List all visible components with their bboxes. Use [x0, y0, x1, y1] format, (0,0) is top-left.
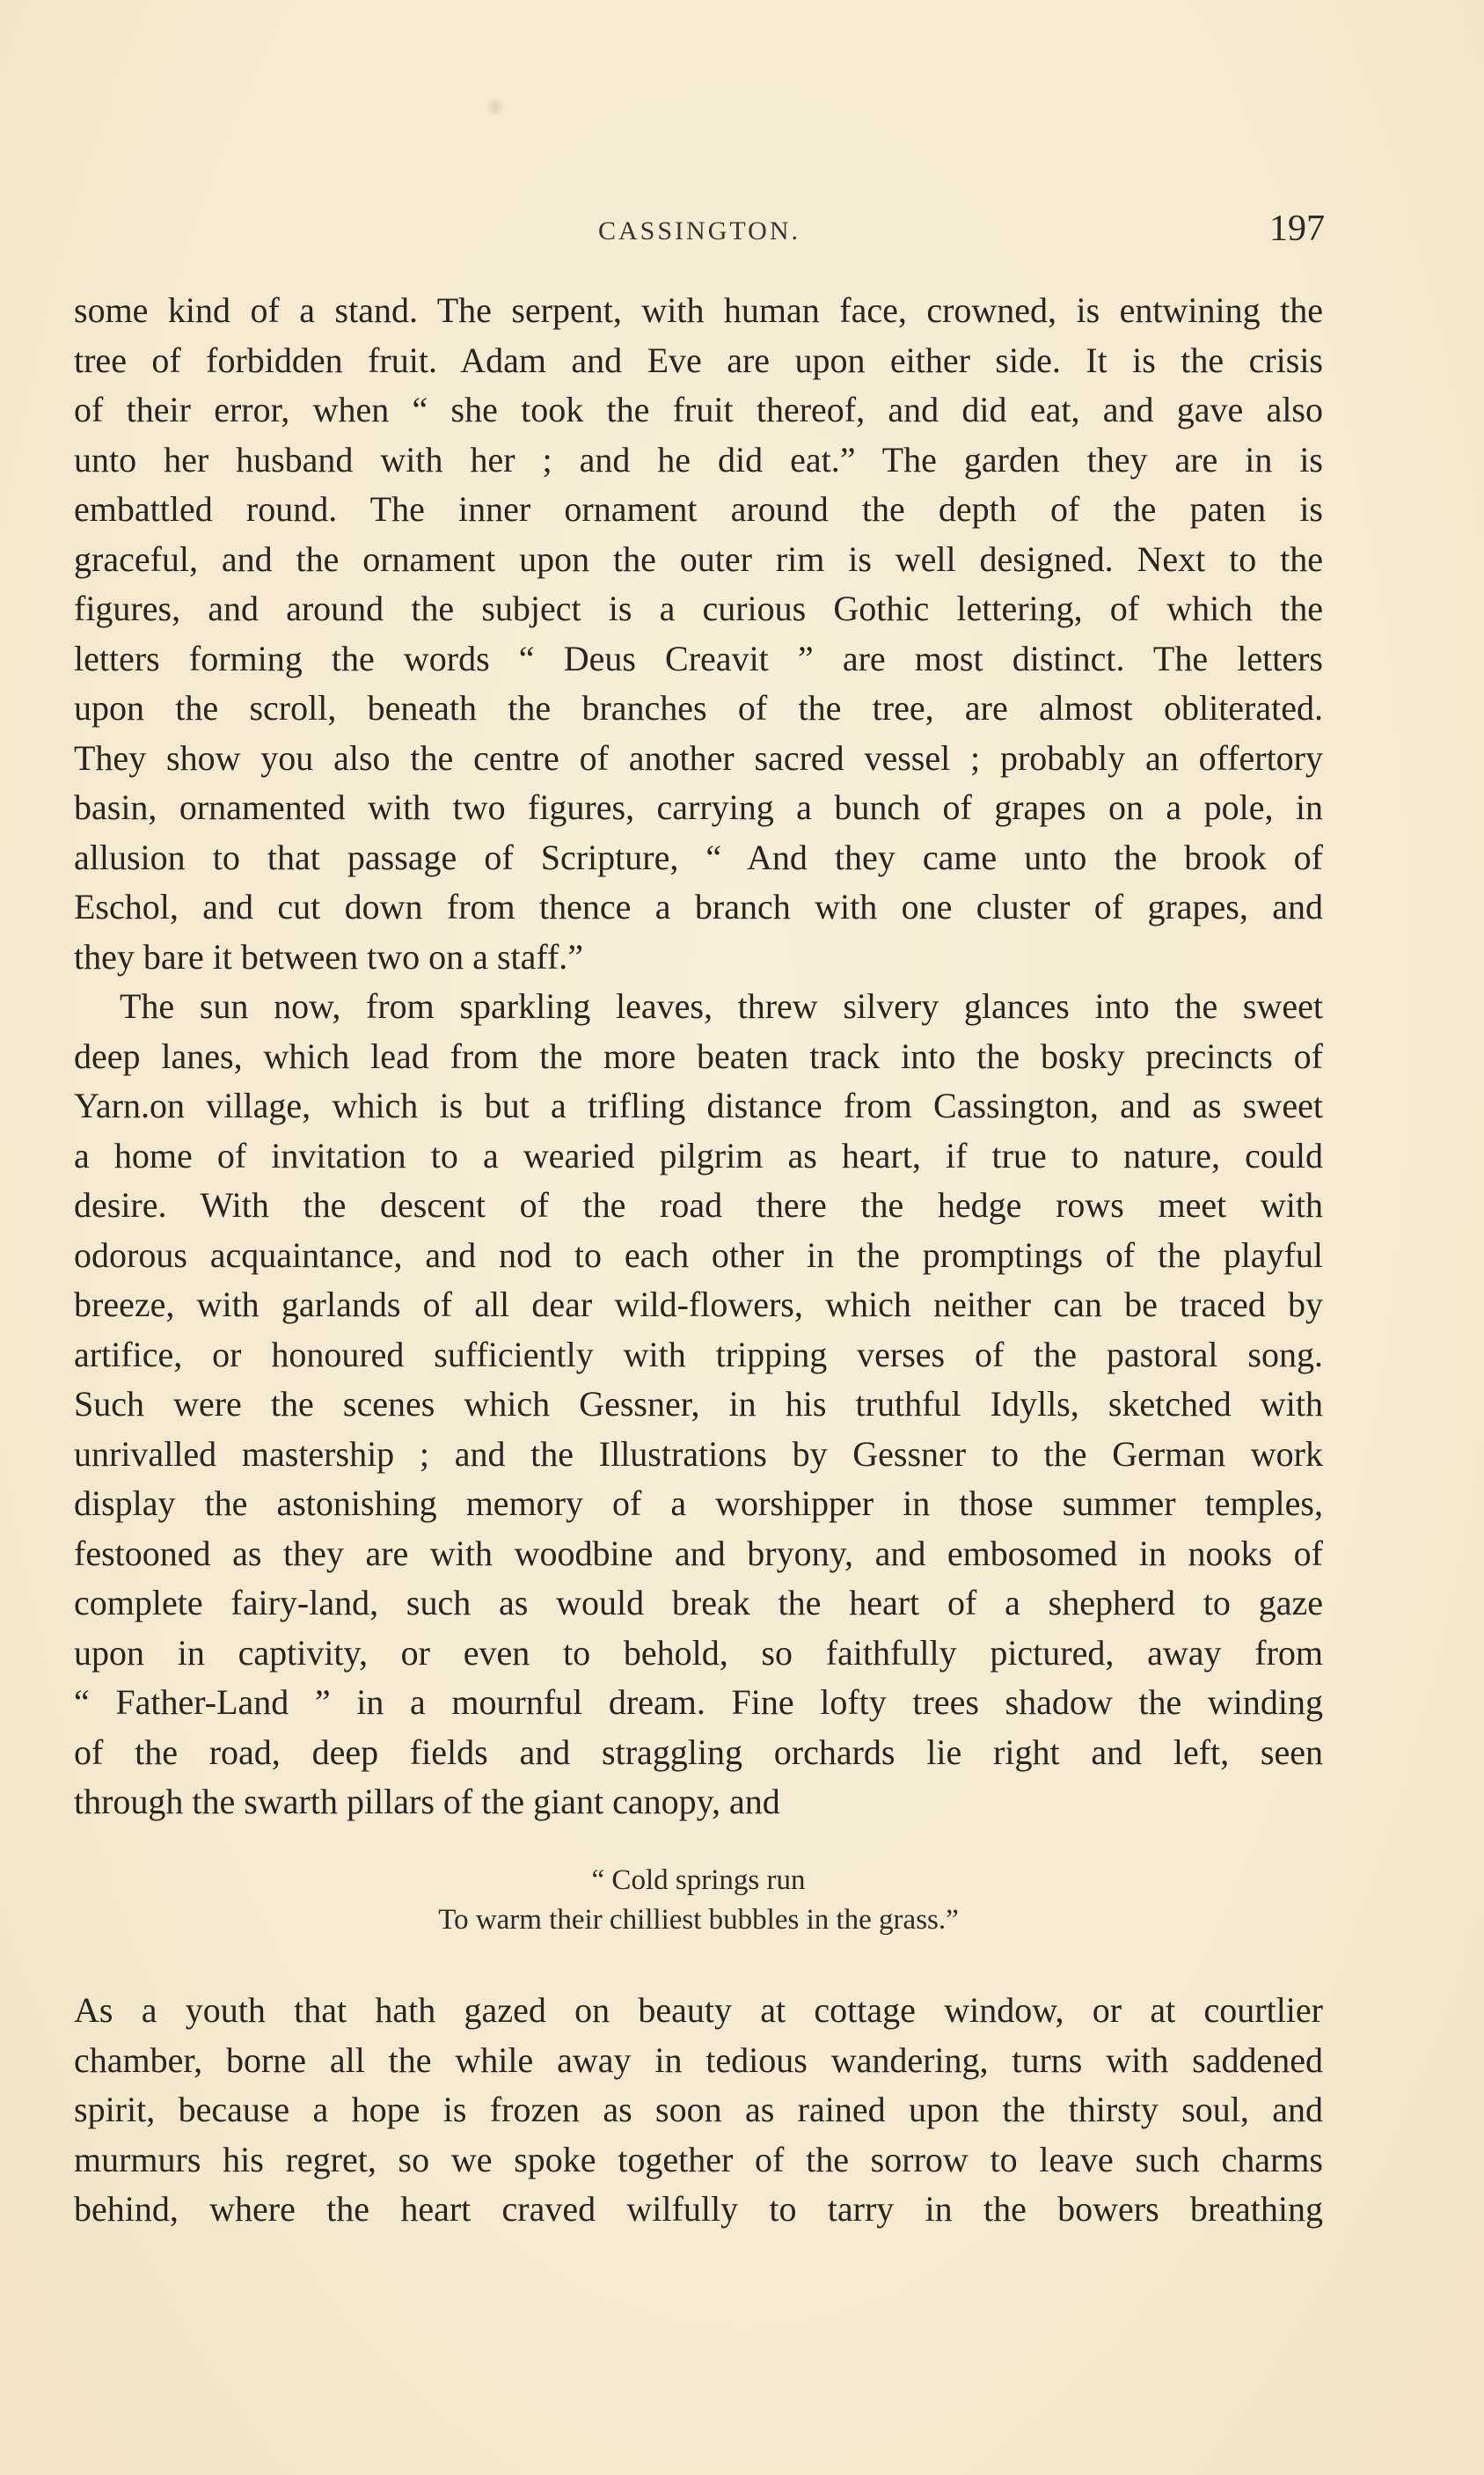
text-line: chamber, borne all the while away in tedious wandering, turns with saddened — [74, 2039, 1323, 2080]
quote-line: To warm their chilliest bubbles in the grass.” — [438, 1904, 959, 1936]
text-line: of the road, deep fields and straggling orchards lie right and left, seen — [74, 1732, 1323, 1772]
text-line: complete fairy-land, such as would break the heart of a shepherd to gaze — [74, 1583, 1323, 1622]
text-line: some kind of a stand. The serpent, with human face, crowned, is entwining the — [74, 290, 1323, 330]
text-line: Yarn.on village, which is but a trifling distance from Cassington, and as sweet — [74, 1086, 1323, 1125]
text-line: upon the scroll, beneath the branches of the tree, are almost obliterated. — [74, 688, 1323, 728]
text-line: The sun now, from sparkling leaves, threw silvery glances into the sweet — [120, 986, 1323, 1026]
text-line: display the astonishing memory of a worshipper in those summer temples, — [74, 1483, 1323, 1523]
text-line: spirit, because a hope is frozen as soon as rained upon the thirsty soul, and — [74, 2090, 1323, 2129]
page-header — [74, 208, 1325, 260]
text-line: They show you also the centre of another sacred vessel ; probably an offertory — [74, 737, 1323, 778]
text-line: deep lanes, which lead from the more beaten track into the bosky precincts of — [74, 1036, 1323, 1076]
text-line: unto her husband with her ; and he did eat.” The garden they are in is — [74, 439, 1323, 480]
ink-smudge — [486, 97, 505, 118]
text-line: basin, ornamented with two figures, carrying a bunch of grapes on a pole, in — [74, 787, 1323, 827]
text-line: tree of forbidden fruit. Adam and Eve are upon either side. It is the crisis — [74, 340, 1323, 380]
text-line: through the swarth pillars of the giant canopy, and — [74, 1782, 780, 1821]
text-line: odorous acquaintance, and nod to each other in the promptings of the playful — [74, 1234, 1323, 1275]
text-line: unrivalled mastership ; and the Illustrations by Gessner to the German work — [74, 1433, 1323, 1474]
text-line: Eschol, and cut down from thence a branch with one cluster of grapes, and — [74, 887, 1323, 926]
text-line: they bare it between two on a staff.” — [74, 936, 584, 977]
text-line: festooned as they are with woodbine and bryony, and embosomed in nooks of — [74, 1533, 1323, 1573]
text-line: murmurs his regret, so we spoke together of the sorrow to leave such charms — [74, 2139, 1323, 2179]
text-line: Such were the scenes which Gessner, in his truthful Idylls, sketched with — [74, 1384, 1323, 1424]
text-line: of their error, when “ she took the fruit thereof, and did eat, and gave also — [74, 390, 1323, 429]
page-number: 197 — [1269, 209, 1325, 249]
text-line: figures, and around the subject is a curious Gothic lettering, of which the — [74, 589, 1323, 628]
quote-line: “ Cold springs run — [591, 1864, 806, 1896]
running-head: CASSINGTON. — [598, 216, 800, 245]
text-line: embattled round. The inner ornament around the depth of the paten is — [74, 489, 1323, 529]
text-line: breeze, with garlands of all dear wild-flowers, which neither can be traced by — [74, 1285, 1323, 1324]
text-line: desire. With the descent of the road there the hedge rows meet with — [74, 1185, 1323, 1225]
text-line: graceful, and the ornament upon the outer rim is well designed. Next to the — [74, 538, 1323, 579]
text-line: artifice, or honoured sufficiently with tripping verses of the pastoral song. — [74, 1334, 1323, 1374]
text-line: upon in captivity, or even to behold, so faithfully pictured, away from — [74, 1632, 1323, 1673]
text-line: letters forming the words “ Deus Creavit ” are most distinct. The letters — [74, 638, 1323, 678]
text-line: As a youth that hath gazed on beauty at cottage window, or at courtlier — [74, 1990, 1323, 2030]
text-line: allusion to that passage of Scripture, “ And they came unto the brook of — [74, 837, 1323, 877]
text-line: a home of invitation to a wearied pilgrim as heart, if true to nature, could — [74, 1135, 1323, 1175]
text-line: “ Father-Land ” in a mournful dream. Fine lofty trees shadow the winding — [74, 1682, 1323, 1722]
main-text-continued — [74, 1986, 1323, 2235]
verse-quote — [74, 1861, 1323, 1940]
main-text — [74, 286, 1323, 1827]
text-line: behind, where the heart craved wilfully to tarry in the bowers breathing — [74, 2189, 1323, 2229]
